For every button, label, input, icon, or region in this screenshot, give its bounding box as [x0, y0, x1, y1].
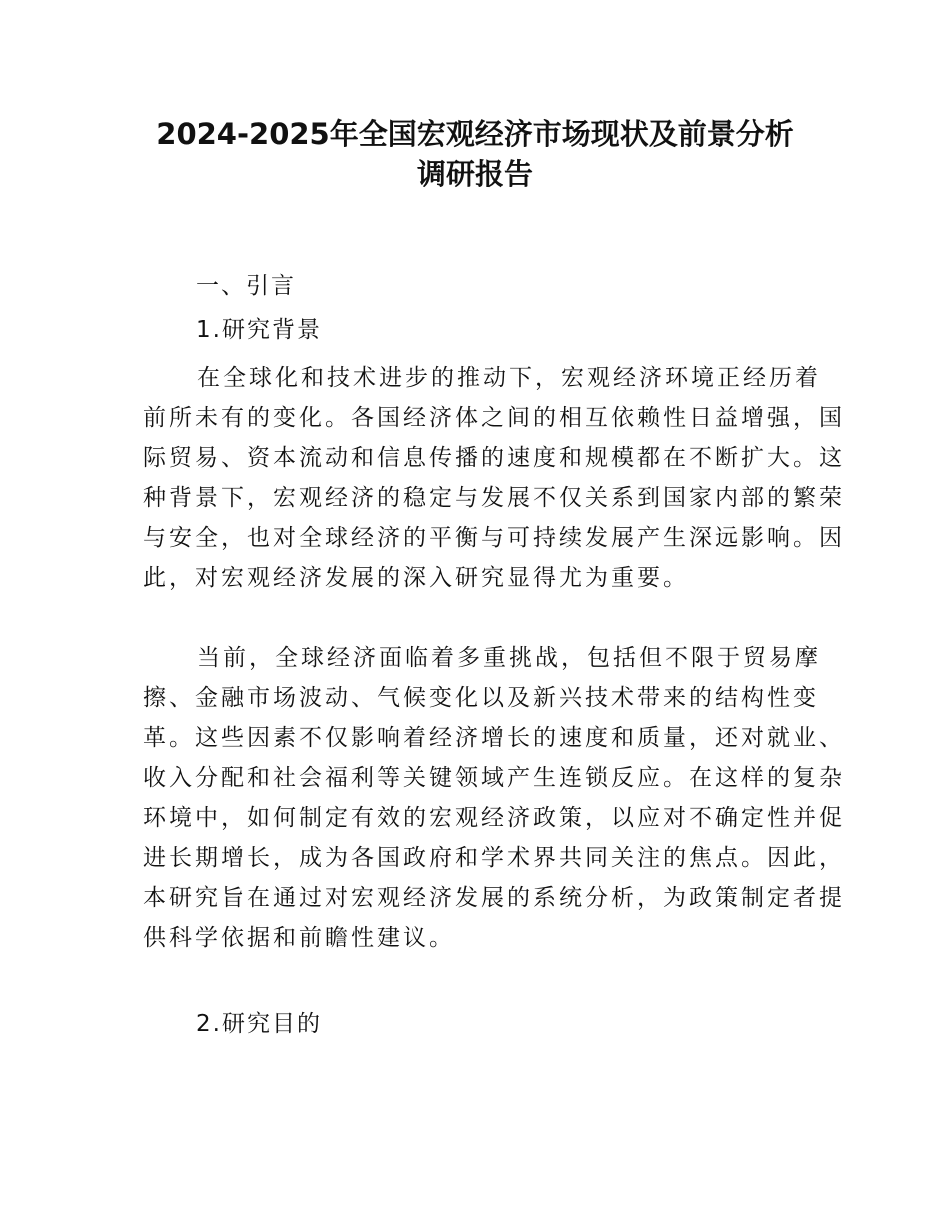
- paragraph-line: 收入分配和社会福利等关键领域产生连锁反应。在这样的复杂: [143, 765, 845, 791]
- subsection-heading-research-background: 1.研究背景: [196, 317, 322, 343]
- paragraph-line: 当前，全球经济面临着多重挑战，包括但不限于贸易摩: [197, 645, 821, 671]
- document-title-line-1: 2024-2025年全国宏观经济市场现状及前景分析: [156, 117, 794, 151]
- paragraph-line: 环境中，如何制定有效的宏观经济政策，以应对不确定性并促: [143, 805, 845, 831]
- paragraph-background-1: [143, 358, 845, 598]
- paragraph-line: 进长期增长，成为各国政府和学术界共同关注的焦点。因此，: [143, 845, 845, 871]
- paragraph-line: 际贸易、资本流动和信息传播的速度和规模都在不断扩大。这: [143, 445, 845, 471]
- paragraph-line: 本研究旨在通过对宏观经济发展的系统分析，为政策制定者提: [143, 885, 845, 911]
- document-title-line-2: 调研报告: [416, 157, 533, 191]
- paragraph-line: 在全球化和技术进步的推动下，宏观经济环境正经历着: [197, 365, 821, 391]
- paragraph-background-2: [143, 638, 845, 958]
- paragraph-line: 前所未有的变化。各国经济体之间的相互依赖性日益增强，国: [143, 405, 845, 431]
- paragraph-line: 供科学依据和前瞻性建议。: [143, 925, 455, 951]
- paragraph-line: 种背景下，宏观经济的稳定与发展不仅关系到国家内部的繁荣: [143, 485, 845, 511]
- section-heading-introduction: 一、引言: [196, 273, 296, 299]
- subsection-heading-research-purpose: 2.研究目的: [196, 1011, 322, 1037]
- paragraph-line: 擦、金融市场波动、气候变化以及新兴技术带来的结构性变: [143, 685, 819, 711]
- paragraph-line: 此，对宏观经济发展的深入研究显得尤为重要。: [143, 565, 689, 591]
- paragraph-line: 革。这些因素不仅影响着经济增长的速度和质量，还对就业、: [143, 725, 845, 751]
- paragraph-line: 与安全，也对全球经济的平衡与可持续发展产生深远影响。因: [143, 525, 845, 551]
